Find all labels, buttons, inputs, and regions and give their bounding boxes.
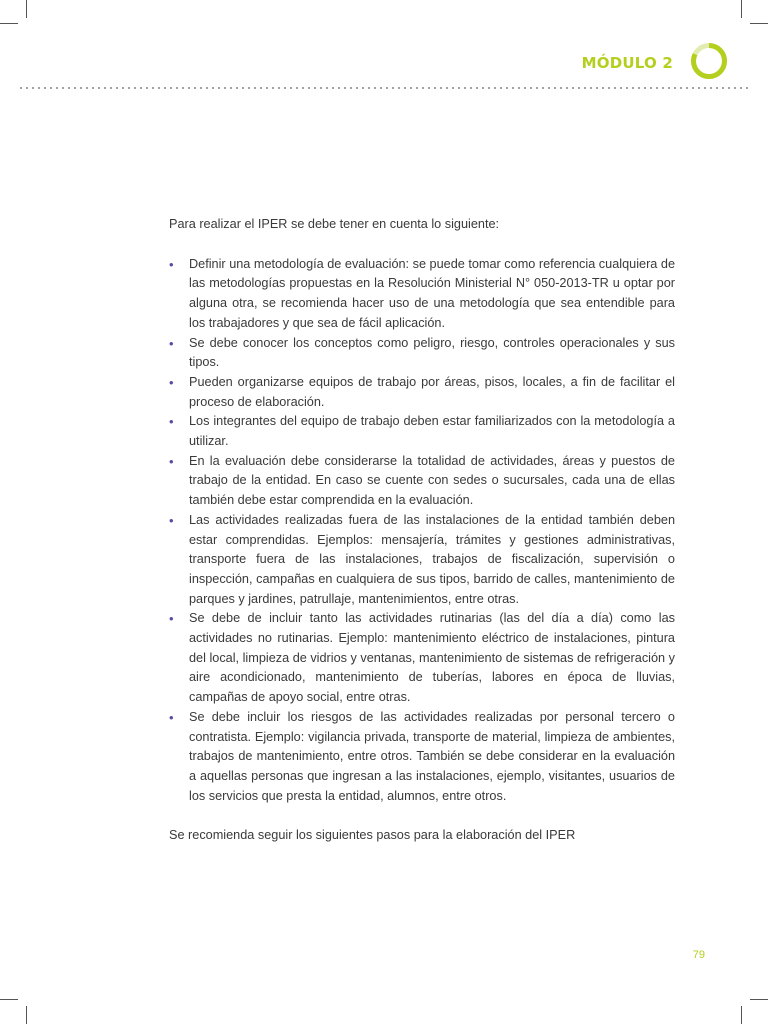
list-item-text: Definir una metodología de evaluación: se puede tomar como referencia cualquiera de las metodologías propuestas en la Resolución Ministerial N° 050-2013-TR u optar por alguna otra, se recomienda hacer uso de una metodología que sea entendible para los trabajadores y que sea de fácil aplicación. (189, 256, 675, 330)
bullet-icon: • (169, 512, 174, 528)
crop-mark (0, 23, 18, 24)
list-item-text: Se debe de incluir tanto las actividades rutinarias (las del día a día) como las actividades no rutinarias. Ejemplo: mantenimiento eléctrico de instalaciones, pintura del local, limpieza de vidrios y ventanas, mantenimiento de sistemas de refrigeración y aire acondicionado, mantenimiento de tuberías, labores en época de lluvias, campañas de apoyo social, entre otras. (189, 611, 675, 705)
list-item (169, 452, 675, 511)
crop-mark (741, 0, 742, 18)
crop-mark (0, 999, 18, 1000)
bullet-icon: • (169, 256, 174, 272)
list-item (169, 412, 675, 451)
list-item-text: Se debe conocer los conceptos como peligro, riesgo, controles operacionales y sus tipos. (189, 335, 675, 370)
bullet-icon: • (169, 335, 174, 351)
list-item-text: Se debe incluir los riesgos de las actividades realizadas por personal tercero o contratista. Ejemplo: vigilancia privada, transporte de material, limpieza de ambientes, trabajos de mantenimiento, entre otros. También se debe considerar en la evaluación a aquellas personas que ingresan a las instalaciones, ejemplo, visitantes, usuarios de los servicios que presta la entidad, alumnos, entre otros. (189, 709, 675, 803)
list-item (169, 708, 675, 807)
bullet-icon: • (169, 414, 174, 430)
list-item-text: Las actividades realizadas fuera de las instalaciones de la entidad también deben estar comprendidas. Ejemplos: mensajería, trámites y gestiones administrativas, transporte fuera de las instalaciones, trabajos de fiscalización, supervisión o inspección, campañas en cualquiera de sus tipos, barrido de calles, mantenimiento de parques y jardines, patrullaje, mantenimientos, entre otras. (189, 512, 675, 606)
intro-paragraph: Para realizar el IPER se debe tener en cuenta lo siguiente: (169, 217, 500, 231)
bullet-icon: • (169, 453, 174, 469)
bullet-list (169, 255, 675, 807)
list-item (169, 373, 675, 412)
module-label: MÓDULO 2 (581, 54, 673, 72)
list-item (169, 255, 675, 334)
bullet-icon: • (169, 611, 174, 627)
page-number: 79 (692, 949, 705, 961)
crop-mark (750, 23, 768, 24)
list-item (169, 334, 675, 373)
list-item-text: Pueden organizarse equipos de trabajo por áreas, pisos, locales, a fin de facilitar el proceso de elaboración. (189, 374, 675, 409)
header-divider (18, 87, 750, 89)
list-item (169, 609, 675, 708)
main-content (169, 215, 675, 846)
crop-mark (26, 1006, 27, 1024)
crop-mark (741, 1006, 742, 1024)
crop-mark (26, 0, 27, 18)
list-item-text: Los integrantes del equipo de trabajo deben estar familiarizados con la metodología a utilizar. (189, 414, 675, 449)
crop-mark (750, 999, 768, 1000)
list-item-text: En la evaluación debe considerarse la totalidad de actividades, áreas y puestos de trabajo de la entidad. En caso se cuente con sedes o sucursales, cada una de ellas también debe estar comprendida en la evaluación. (189, 453, 675, 508)
closing-paragraph: Se recomienda seguir los siguientes pasos para la elaboración del IPER (169, 828, 576, 843)
progress-ring-icon (690, 42, 728, 80)
bullet-icon: • (169, 374, 174, 390)
bullet-icon: • (169, 709, 174, 725)
list-item (169, 511, 675, 610)
